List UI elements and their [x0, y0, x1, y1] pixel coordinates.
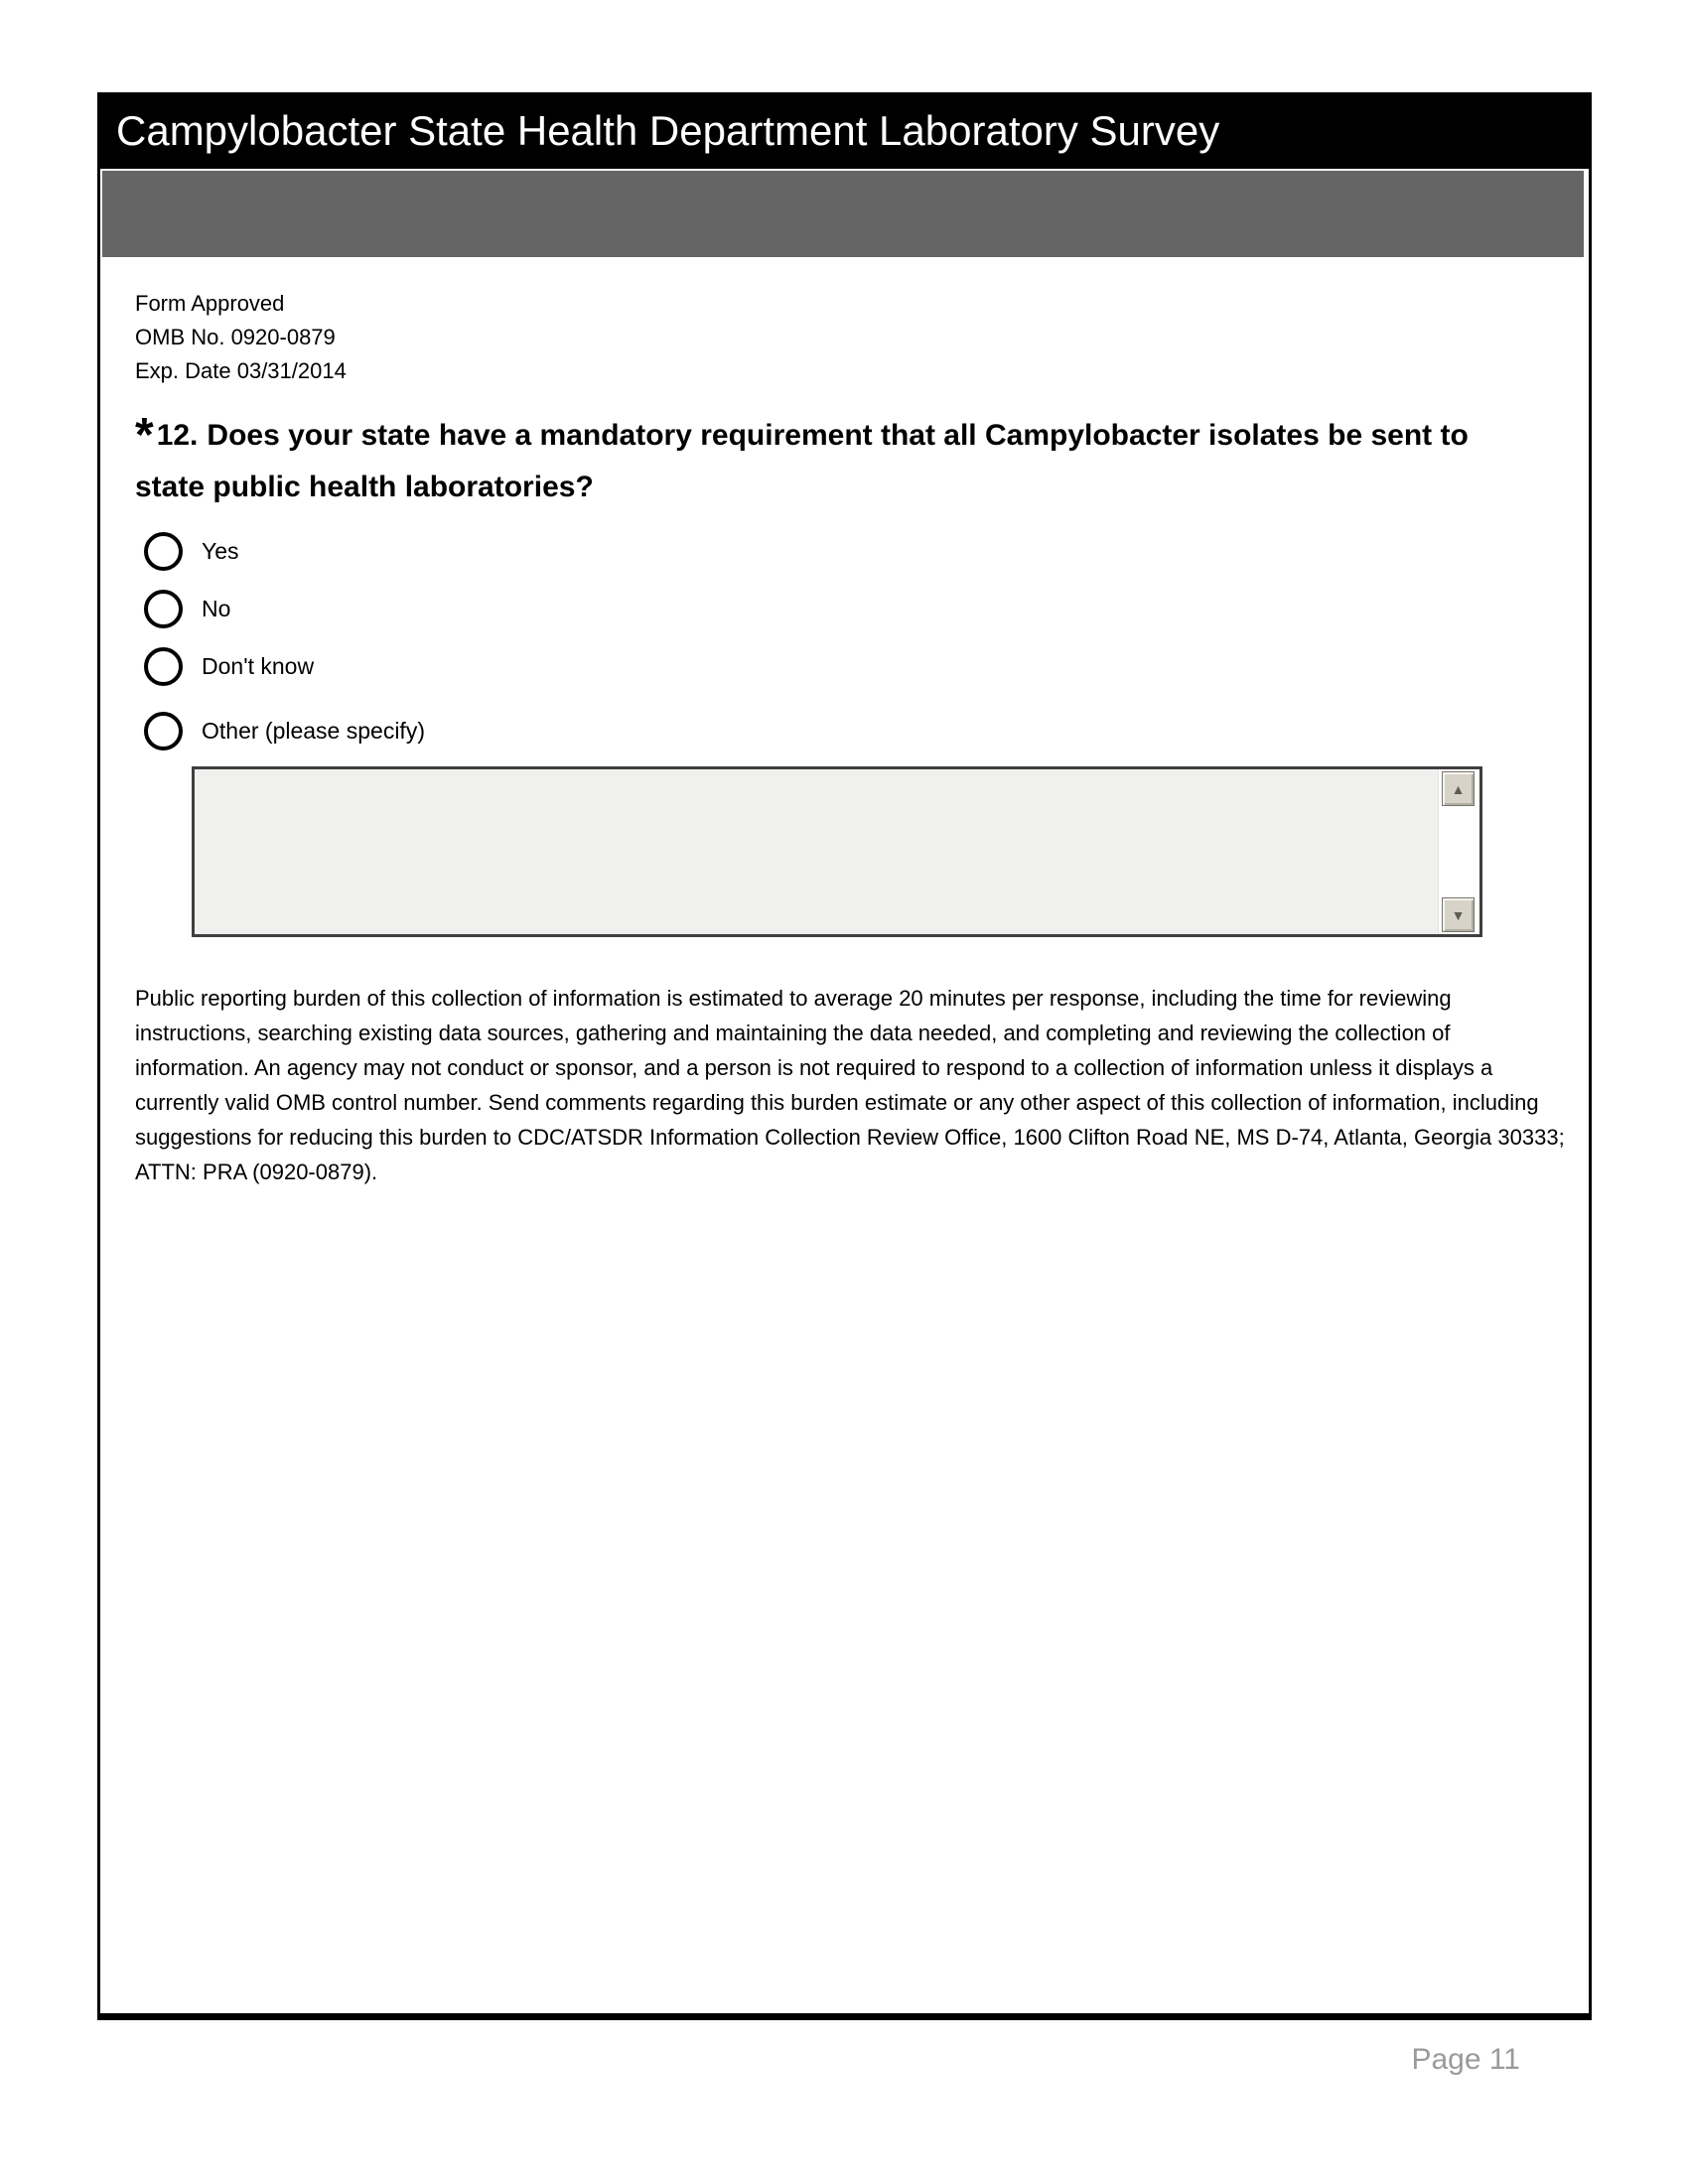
question-text: Does your state have a mandatory requirement that all Campylobacter isolates be sent to state public health laboratories? — [135, 419, 1469, 503]
option-label-dont-know[interactable]: Don't know — [202, 652, 315, 679]
other-specify-textarea[interactable] — [192, 766, 1482, 937]
burden-statement: Public reporting burden of this collection of information is estimated to average 20 minutes per response, including the time for reviewing instructions, searching existing data sources, gathering and maintaining the data needed, and completing and reviewing the collection of information. An agency may not conduct or sponsor, and a person is not required to respond to a collection of information unless it displays a currently valid OMB control number. Send comments regarding this burden estimate or any other aspect of this collection of information, including suggestions for reducing this burden to CDC/ATSDR Information Collection Review Office, 1600 Clifton Road NE, MS D-74, Atlanta, Georgia 30333; ATTN: PRA (0920-0879). — [135, 986, 1565, 1184]
option-label-yes[interactable]: Yes — [202, 537, 239, 564]
other-specify-text-input[interactable] — [195, 769, 1439, 934]
option-label-no[interactable]: No — [202, 595, 231, 621]
radio-button-dont-know[interactable] — [144, 647, 183, 686]
scroll-up-button[interactable] — [1442, 771, 1475, 806]
radio-button-yes[interactable] — [144, 532, 183, 571]
scroll-down-button[interactable] — [1442, 897, 1475, 932]
scroll-down-icon: ▼ — [1451, 906, 1466, 923]
form-approved-line: Form Approved — [135, 291, 285, 316]
textarea-scrollbar[interactable] — [1438, 769, 1479, 934]
question-12: * 12. Does your state have a mandatory requirement that all Campylobacter isolates be sent to state public health laboratories? — [135, 409, 1469, 503]
exp-date-line: Exp. Date 03/31/2014 — [135, 358, 347, 383]
answer-options — [135, 531, 1571, 751]
option-row-dont-know[interactable] — [135, 646, 1571, 686]
page-content — [100, 287, 1589, 1189]
radio-button-other[interactable] — [144, 712, 183, 751]
survey-title-bar — [100, 92, 1589, 169]
subheader-bar — [102, 171, 1584, 257]
survey-title: Campylobacter State Health Department Laboratory Survey — [116, 106, 1220, 154]
option-row-other[interactable] — [135, 711, 1571, 751]
option-row-yes[interactable] — [135, 531, 1571, 571]
survey-document-frame — [97, 92, 1592, 2020]
scroll-up-icon: ▲ — [1451, 780, 1466, 797]
radio-button-no[interactable] — [144, 590, 183, 628]
page-number: Page 11 — [1411, 2043, 1520, 2076]
form-approval-block — [135, 287, 1571, 388]
option-row-no[interactable] — [135, 589, 1571, 628]
option-label-other[interactable]: Other (please specify) — [202, 717, 425, 744]
omb-number-line: OMB No. 0920-0879 — [135, 325, 336, 349]
question-number: 12. — [156, 419, 199, 452]
